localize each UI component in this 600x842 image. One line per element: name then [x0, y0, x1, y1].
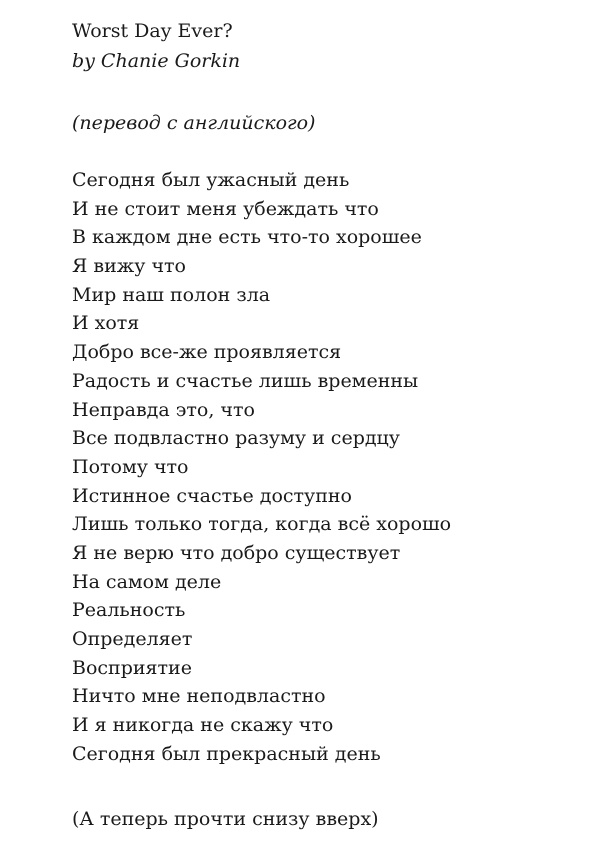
poem-line: Реальность [72, 599, 186, 622]
poem-line: Потому что [72, 455, 189, 478]
poem-line: Добро все-же проявляется [72, 341, 342, 364]
poem-title: Worst Day Ever? [72, 20, 233, 42]
poem-line: Все подвластно разуму и сердцу [72, 427, 400, 450]
poem-line: В каждом дне есть что-то хорошее [72, 226, 422, 249]
poem-line: Я не верю что добро существует [72, 541, 401, 564]
reading-instruction: (А теперь прочти снизу вверх) [72, 808, 379, 830]
poem-line: Определяет [72, 628, 193, 650]
poem-line: Истинное счастье доступно [72, 484, 352, 507]
poem-line: Мир наш полон зла [72, 283, 271, 306]
poem-author: by Chanie Gorkin [72, 50, 241, 72]
poem-line: И хотя [72, 312, 140, 335]
poem-line: И я никогда не скажу что [72, 714, 334, 737]
poem-line: Лишь только тогда, когда всё хорошо [72, 513, 452, 536]
translation-note: (перевод с английского) [72, 112, 316, 134]
poem-line: На самом деле [72, 570, 222, 593]
poem-body [72, 166, 451, 768]
poem-line: Восприятие [72, 656, 192, 679]
poem-line: И не стоит меня убеждать что [72, 197, 379, 220]
poem-line: Радость и счастье лишь временны [72, 369, 419, 392]
poem-line: Сегодня был ужасный день [72, 169, 350, 191]
poem-line: Сегодня был прекрасный день [72, 742, 381, 765]
poem-line: Неправда это, что [72, 398, 255, 421]
poem-line: Ничто мне неподвластно [72, 685, 326, 708]
poem-line: Я вижу что [72, 255, 186, 278]
